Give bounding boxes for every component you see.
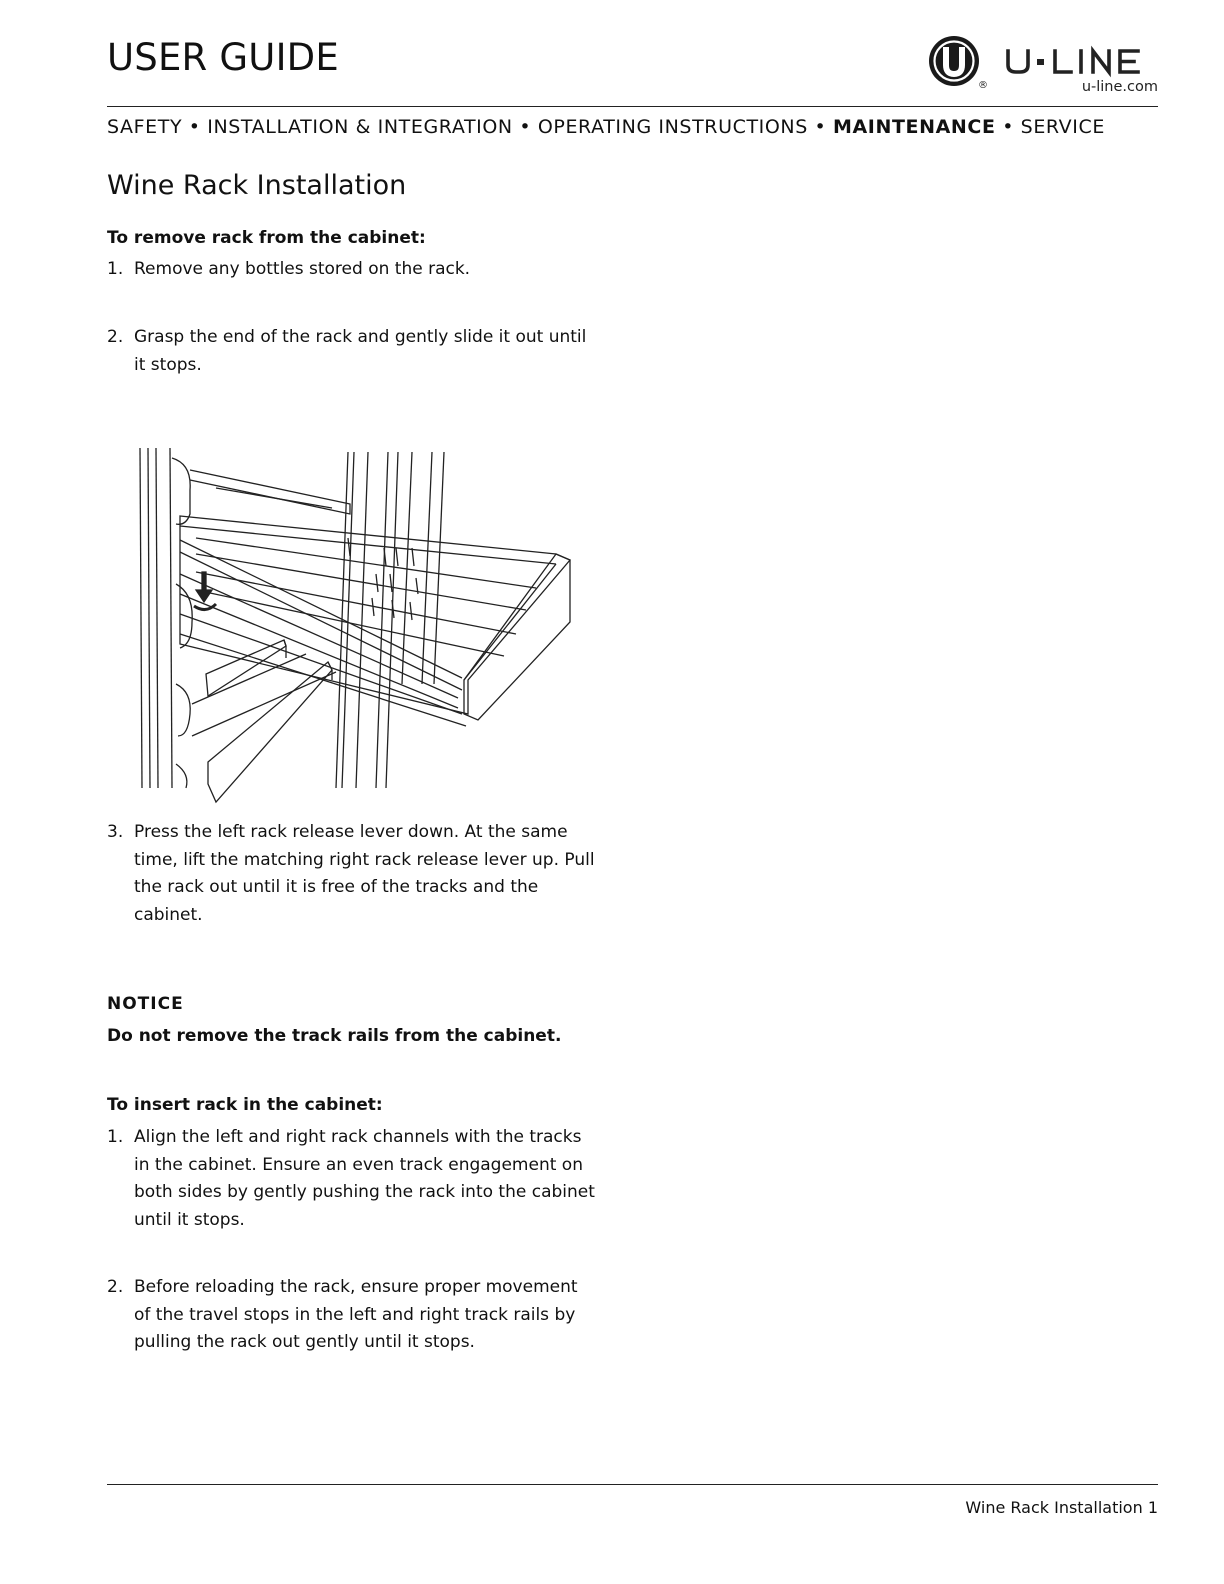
page-footer: Wine Rack Installation 1	[965, 1498, 1158, 1517]
insert-heading: To insert rack in the cabinet:	[107, 1095, 383, 1115]
remove-heading: To remove rack from the cabinet:	[107, 228, 426, 248]
registered-mark: ®	[978, 80, 988, 91]
page-title: USER GUIDE	[107, 36, 339, 79]
insert-step-2: 2. Before reloading the rack, ensure proper movement of the travel stops in the left and right track rails by pulling the rack out gently until it stops.	[107, 1277, 578, 1353]
nav-item-service[interactable]: SERVICE	[1020, 116, 1105, 138]
header-divider	[107, 106, 1158, 107]
nav-item-operating[interactable]: OPERATING INSTRUCTIONS	[537, 116, 808, 138]
nav-item-installation[interactable]: INSTALLATION & INTEGRATION	[207, 116, 513, 138]
website-url[interactable]: u-line.com	[1081, 79, 1158, 95]
remove-step-2: 2. Grasp the end of the rack and gently slide it out until it stops.	[107, 327, 587, 375]
section-title: Wine Rack Installation	[107, 170, 407, 201]
remove-step-1: 1. Remove any bottles stored on the rack.	[107, 259, 471, 279]
section-nav: SAFETY • INSTALLATION & INTEGRATION • OPERATING INSTRUCTIONS • MAINTENANCE • SERVICE	[107, 116, 1105, 138]
footer-divider	[107, 1484, 1158, 1485]
nav-item-maintenance[interactable]: MAINTENANCE	[833, 116, 996, 138]
notice-heading: NOTICE	[107, 994, 184, 1014]
insert-step-1: 1. Align the left and right rack channels with the tracks in the cabinet. Ensure an even track engagement on both sides by gently pushing the rack into the cabinet until it stops.	[107, 1127, 595, 1230]
wine-rack-illustration	[136, 444, 576, 806]
nav-item-safety[interactable]: SAFETY	[107, 116, 183, 138]
remove-step-3: 3. Press the left rack release lever down. At the same time, lift the matching right rack release lever up. Pull the rack out until it is free of the tracks and the cabinet.	[107, 822, 595, 925]
notice-text: Do not remove the track rails from the cabinet.	[107, 1026, 562, 1046]
